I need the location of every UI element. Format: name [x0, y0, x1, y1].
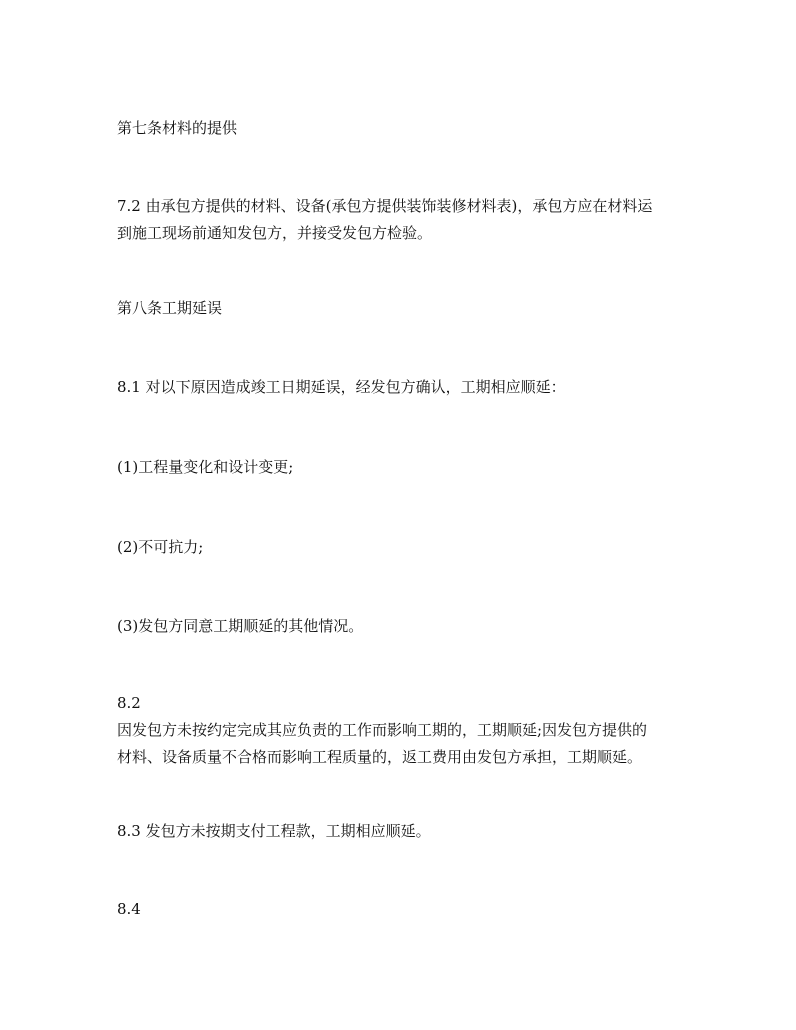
clause-7-2: [117, 193, 697, 247]
section-heading-7: [117, 115, 697, 142]
text-line: 8.1 对以下原因造成竣工日期延误，经发包方确认，工期相应顺延：: [117, 378, 566, 396]
list-item-1: [117, 454, 697, 481]
section-heading-8: [117, 295, 697, 322]
list-item-3: [117, 613, 697, 640]
text-line: 材料、设备质量不合格而影响工程质量的，返工费用由发包方承担，工期顺延。: [117, 748, 643, 766]
text-line: 第八条工期延误: [117, 299, 223, 317]
text-line: (2)不可抗力;: [117, 538, 204, 556]
clause-8-2: [117, 690, 697, 771]
text-line: 第七条材料的提供: [117, 119, 238, 137]
text-line: 8.4: [117, 900, 141, 918]
text-line: (1)工程量变化和设计变更;: [117, 458, 294, 476]
text-line: 到施工现场前通知发包方，并接受发包方检验。: [117, 224, 433, 242]
text-line: 7.2 由承包方提供的材料、设备(承包方提供装饰装修材料表)，承包方应在材料运: [117, 197, 653, 215]
list-item-2: [117, 534, 697, 561]
text-line: 8.2: [117, 694, 141, 712]
clause-8-4: [117, 896, 697, 923]
clause-8-3: [117, 818, 697, 845]
clause-8-1: [117, 374, 697, 401]
text-line: 8.3 发包方未按期支付工程款，工期相应顺延。: [117, 822, 431, 840]
text-line: (3)发包方同意工期顺延的其他情况。: [117, 617, 364, 635]
text-line: 因发包方未按约定完成其应负责的工作而影响工期的，工期顺延;因发包方提供的: [117, 721, 648, 739]
